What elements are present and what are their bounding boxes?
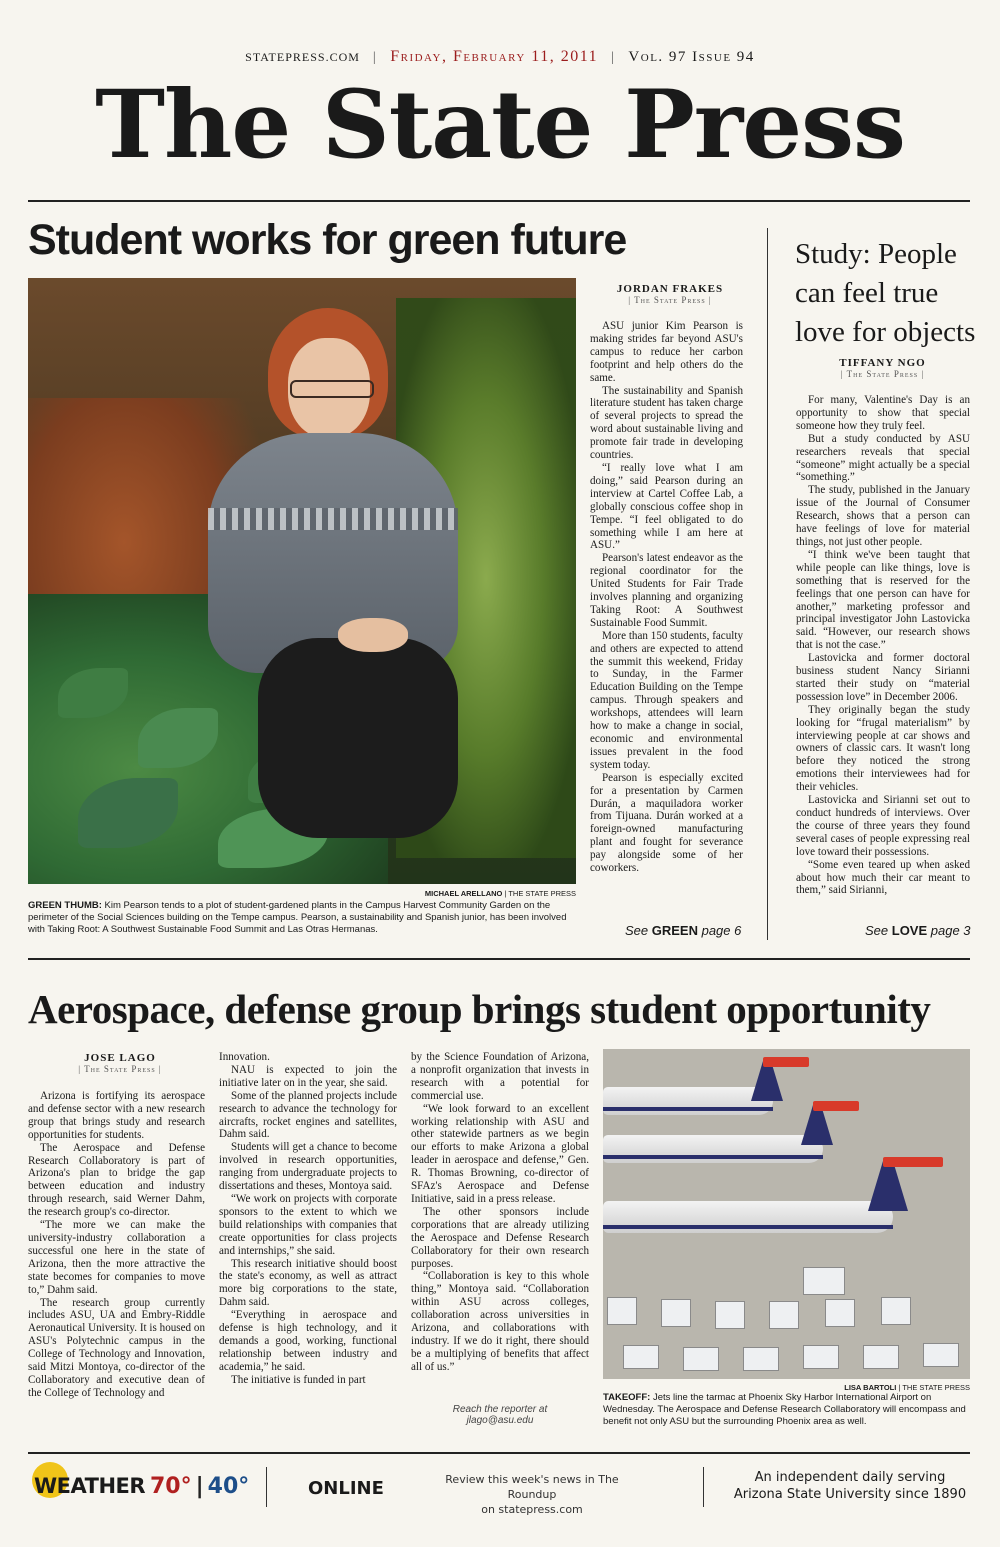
bottom-article-col-2	[219, 1051, 397, 1387]
paragraph: “We look forward to an excellent working relationship with ASU and other statewide partners as we begin our efforts to make Arizona a global leader in aerospace and defense,” Gen. R. Thomas Browning, co-director of SFAz's Aerospace and Defense Initiative, said in a press release.	[411, 1102, 589, 1205]
paragraph: The study, published in the January issue of the Journal of Consumer Research, shows that a person can have feelings of love for material things, not just other people.	[796, 484, 970, 548]
bottom-article-col-3	[411, 1051, 589, 1374]
airport-photo-caption: TAKEOFF: Jets line the tarmac at Phoenix Sky Harbor International Airport on Wednesday. The Aerospace and Defense Research Collaboratory will encompass and benefit not only ASU but the surrounding Phoenix area as well.	[603, 1392, 966, 1427]
reporter-contact: Reach the reporter at jlago@asu.edu	[430, 1404, 570, 1426]
paragraph: Arizona is fortifying its aerospace and defense sector with a new research group that brings study and research opportunities for students.	[28, 1090, 205, 1141]
lead-photo-credit: MICHAEL ARELLANO | THE STATE PRESS	[424, 889, 576, 898]
section-rule	[28, 958, 970, 960]
paragraph: The initiative is funded in part	[231, 1373, 366, 1386]
airport-photo-credit: LISA BARTOLI | THE STATE PRESS	[844, 1383, 970, 1392]
side-article-body	[796, 394, 970, 897]
separator: |	[372, 50, 378, 65]
paragraph: The research group currently includes ASU, UA and Embry-Riddle Aeronautical University. It is housed on ASU's Polytechnic campus in the College of Technology and Innovation, said Mitzi Montoya, co-director of the Collaboratory and executive dean of the College of Technology and	[28, 1296, 205, 1399]
bottom-article-col-1	[28, 1090, 205, 1400]
temperature-readout: 70° | 40°	[150, 1474, 250, 1499]
reporter-email[interactable]: jlago@asu.edu	[466, 1415, 534, 1426]
lead-byline: JORDAN FRAKES | The State Press |	[616, 283, 724, 305]
paragraph: More than 150 students, faculty and others are expected to attend the summit this weekend, Friday to Sunday, in the Farmer Education Building on the Tempe campus. Through speakers and workshops, attendees will learn how to make a change in social, economic and environmental issues prevalent in the food system today.	[590, 629, 743, 771]
paragraph: This research initiative should boost the state's economy, as well as attract more big corporations to the state, Dahm said.	[219, 1257, 397, 1309]
column-divider	[767, 228, 768, 940]
paragraph: “The more we can make the university-industry collaboration a successful one here in the state of Arizona, then the more attractive the state becomes for companies to move to,” Dahm said.	[28, 1219, 205, 1296]
paragraph: “Some even teared up when asked about how much their car meant to them,” said Sirianni,	[796, 858, 970, 897]
masthead-rule	[28, 200, 970, 202]
footer-divider	[266, 1467, 267, 1507]
footer-rule	[28, 1452, 970, 1454]
volume-issue: Vol. 97 Issue 94	[628, 49, 755, 65]
paragraph: “I think we've been taught that while people can like things, love is something that is reserved for the feelings that one person can have for another,” marketing professor and principal investigator John Lastovicka said. “However, our research shows that is not the case.”	[796, 548, 970, 652]
paragraph: NAU is expected to join the initiative later on in the year, she said.	[219, 1063, 397, 1089]
side-byline: TIFFANY NGO | The State Press |	[839, 357, 926, 379]
footer-divider	[703, 1467, 704, 1507]
paragraph: Students will get a chance to become involved in research opportunities, ranging from undergraduate projects to dissertations and theses, Montoya said.	[219, 1141, 397, 1193]
high-temp: 70°	[150, 1474, 192, 1499]
lead-headline[interactable]: Student works for green future	[28, 216, 627, 264]
lead-photo	[28, 278, 576, 884]
bottom-headline[interactable]: Aerospace, defense group brings student opportunity	[28, 986, 931, 1032]
masthead-title: The State Press	[95, 70, 905, 180]
separator: |	[611, 50, 616, 65]
paragraph: Lastovicka and former doctoral business student Nancy Sirianni started their study on “material possession love” in December 2006.	[796, 652, 970, 703]
side-headline[interactable]: Study: People can feel true love for objects	[795, 238, 976, 348]
paragraph: Some of the planned projects include research to advance the technology for aircrafts, rocket engines and satellites, Dahm said.	[219, 1089, 397, 1141]
paper-tagline: An independent daily serving Arizona State University since 1890	[733, 1470, 967, 1502]
issue-info-line	[0, 48, 1000, 66]
side-jump-link[interactable]: See LOVE page 3	[865, 923, 971, 938]
weather-label: WEATHER	[34, 1474, 146, 1498]
paragraph: The sustainability and Spanish literature student has taken charge of several projects to spread the word about sustainable living and promote fair trade in developing countries.	[590, 384, 743, 462]
paragraph: by the Science Foundation of Arizona, a nonprofit organization that invests in research with a potential for commercial use.	[411, 1051, 589, 1102]
paragraph: Pearson's latest endeavor as the regional coordinator for the United Students for Fair Trade involves planning and organizing Taking Root: A Southwest Sustainable Food Summit.	[590, 552, 743, 629]
paragraph: The other sponsors include corporations that are already utilizing the Aerospace and Defense Research Collaboratory for their own research purposes.	[411, 1205, 589, 1270]
paragraph: For many, Valentine's Day is an opportunity to show that special someone how they truly feel.	[796, 394, 970, 432]
lead-photo-caption: GREEN THUMB: Kim Pearson tends to a plot of student-gardened plants in the Campus Harvest Community Garden on the perimeter of the Social Sciences building on the Tempe campus. Pearson, a sustainability and Spanish junior, has been involved with Taking Root: A Southwest Sustainable Food Summit and Las Otras Hermanas.	[28, 900, 567, 935]
bottom-byline: JOSE LAGO | The State Press |	[78, 1052, 162, 1074]
airport-photo	[603, 1049, 970, 1379]
paragraph: The Aerospace and Defense Research Collaboratory is part of Arizona's plan to bridge the gap between education and industry through research, said Werner Dahm, the research group's co-director.	[28, 1141, 205, 1219]
paragraph: “Collaboration is key to this whole thing,” Montoya said. “Collaboration within ASU across colleges, collaboration across universities in Arizona, and collaborations with industry. If we do it right, there should be a multiplying of benefits that affect all of us.”	[411, 1270, 589, 1373]
online-promo[interactable]: Review this week's news in The Roundup on statepress.com	[445, 1473, 619, 1516]
lead-article-body	[590, 320, 743, 875]
paragraph: But a study conducted by ASU researchers reveals that special “someone” might actually be a special “something.”	[796, 432, 970, 484]
site-url[interactable]: STATEPRESS.COM	[245, 50, 360, 64]
issue-date: Friday, February 11, 2011	[390, 48, 599, 65]
low-temp: 40°	[207, 1474, 250, 1499]
paragraph: They originally began the study looking for “frugal materialism” by interviewing people at car shows and owners of classic cars. It wasn't long before they noticed the strong emotions their interviewees had for their vehicles.	[796, 703, 970, 794]
paragraph: Lastovicka and Sirianni set out to conduct hundreds of interviews. Over the course of three years they found several cases of people expressing real love toward their possessions.	[796, 794, 970, 858]
paragraph: “I really love what I am doing,” said Pearson during an interview at Cartel Coffee Lab, a globally conscious coffee shop in Tempe. “I feel obligated to do something while I am here at ASU.”	[590, 461, 743, 552]
paragraph: “We work on projects with corporate sponsors to the extent to which we build relationships with companies that create opportunities for class projects and internships,” she said.	[219, 1192, 397, 1257]
lead-jump-link[interactable]: See GREEN page 6	[625, 923, 742, 938]
paragraph: ASU junior Kim Pearson is making strides far beyond ASU's campus to reduce her carbon footprint and help others do the same.	[590, 320, 743, 384]
online-label[interactable]: ONLINE	[308, 1478, 384, 1499]
paragraph: Innovation.	[219, 1051, 270, 1063]
paragraph: “Everything in aerospace and defense is high technology, and it demands a good, working, functional relationship between industry and academia,” he said.	[219, 1309, 397, 1373]
paragraph: Pearson is especially excited for a presentation by Carmen Durán, a maquiladora worker from Tijuana. Durán worked at a foreign-owned manufacturing plant and fought for severance pay alongside some of her coworkers.	[590, 771, 743, 875]
